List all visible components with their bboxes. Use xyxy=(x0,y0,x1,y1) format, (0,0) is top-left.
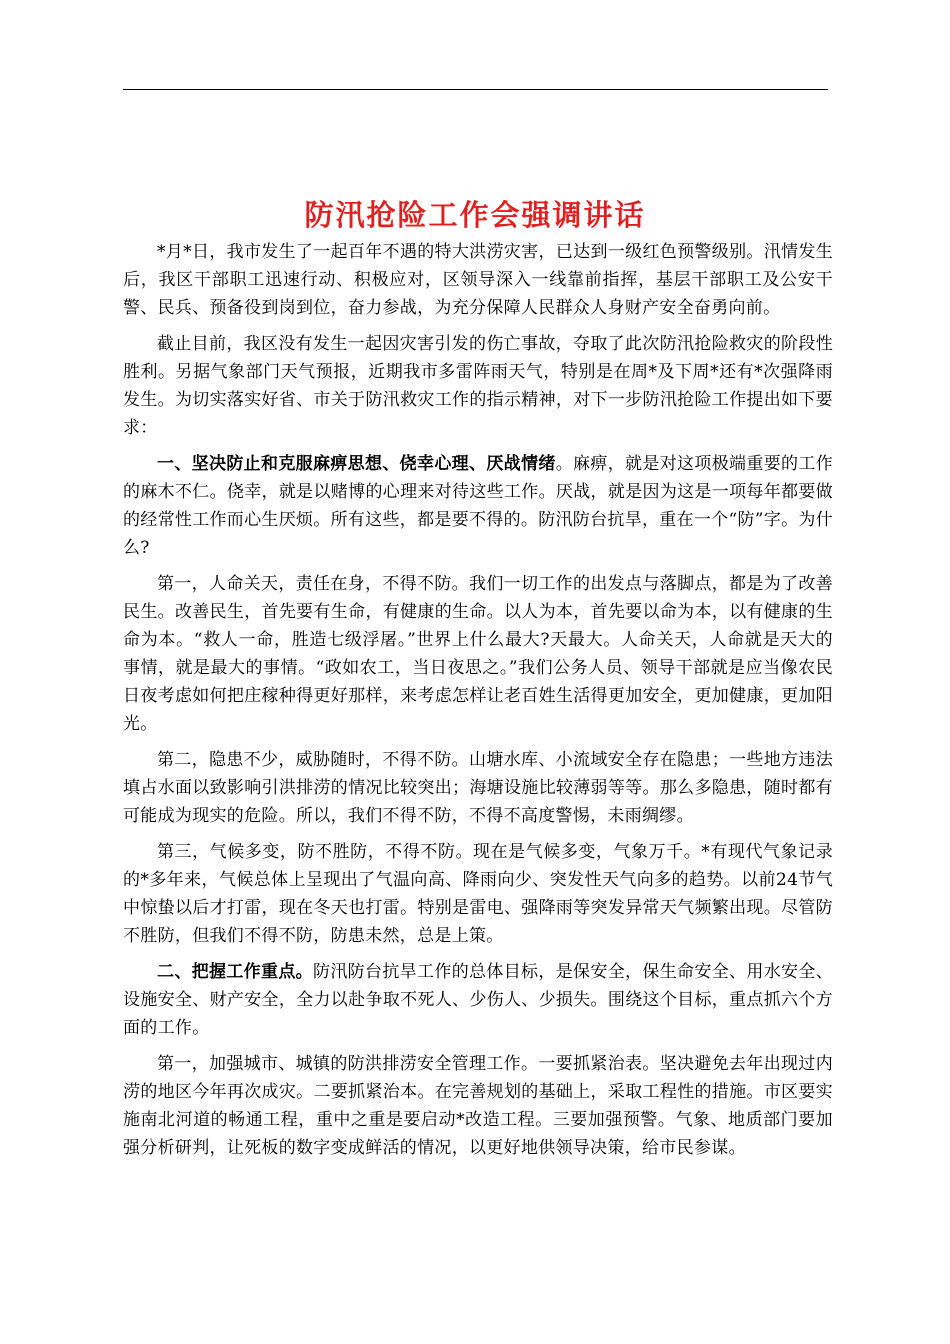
document-body xyxy=(123,238,833,1170)
paragraph-text: 防汛防台抗旱工作的总体目标，是保安全，保生命安全、用水安全、设施安全、财产安全，全力以赴争取不死人、少伤人、少损失。围绕这个目标，重点抓六个方面的工作。 xyxy=(123,962,834,1038)
paragraph-5 xyxy=(123,746,833,830)
section-heading-1 xyxy=(123,450,833,562)
section-heading-2 xyxy=(123,958,833,1042)
paragraph-6 xyxy=(123,838,833,950)
paragraph-text: 第三，气候多变，防不胜防，不得不防。现在是气候多变，气象万千。*有现代气象记录的*多年来，气候总体上呈现出了气温向高、降雨向少、突发性天气向多的趋势。以前24节气中惊蛰以后才打雷，现在冬天也打雷。特别是雷电、强降雨等突发异常天气频繁出现。尽管防不胜防，但我们不得不防，防患未然，总是上策。 xyxy=(123,842,833,946)
paragraph-text: 截止目前，我区没有发生一起因灾害引发的伤亡事故，夺取了此次防汛抢险救灾的阶段性胜利。另据气象部门天气预报，近期我市多雷阵雨天气，特别是在周*及下周*还有*次强降雨发生。为切实落实好省、市关于防汛救灾工作的指示精神，对下一步防汛抢险工作提出如下要求： xyxy=(123,334,833,438)
paragraph-text: 。麻痹，就是对这项极端重要的工作的麻木不仁。侥幸，就是以赌博的心理来对待这些工作。厌战，就是因为这是一项每年都要做的经常性工作而心生厌烦。所有这些，都是要不得的。防汛防台抗旱，重在一个“防”字。为什么? xyxy=(123,454,833,558)
paragraph-8 xyxy=(123,1050,833,1162)
paragraph-4 xyxy=(123,570,833,738)
paragraph-2 xyxy=(123,330,833,442)
paragraph-text: 第二，隐患不少，威胁随时，不得不防。山塘水库、小流域安全存在隐患；一些地方违法填占水面以致影响引洪排涝的情况比较突出；海塘设施比较薄弱等等。那么多隐患，随时都有可能成为现实的危险。所以，我们不得不防，不得不高度警惕，未雨绸缪。 xyxy=(123,750,833,826)
paragraph-text: *月*日，我市发生了一起百年不遇的特大洪涝灾害，已达到一级红色预警级别。汛情发生后，我区干部职工迅速行动、积极应对，区领导深入一线靠前指挥，基层干部职工及公安干警、民兵、预备役到岗到位，奋力参战，为充分保障人民群众人身财产安全奋勇向前。 xyxy=(123,242,833,318)
paragraph-1 xyxy=(123,238,833,322)
paragraph-text: 第一，人命关天，责任在身，不得不防。我们一切工作的出发点与落脚点，都是为了改善民生。改善民生，首先要有生命，有健康的生命。以人为本，首先要以命为本，以有健康的生命为本。“救人一命，胜造七级浮屠。”世界上什么最大?天最大。人命关天，人命就是天大的事情，就是最大的事情。“政如农工，当日夜思之。”我们公务人员、领导干部就是应当像农民日夜考虑如何把庄稼种得更好那样，来考虑怎样让老百姓生活得更加安全，更加健康，更加阳光。 xyxy=(123,574,833,734)
section-heading-lead: 一、坚决防止和克服麻痹思想、侥幸心理、厌战情绪 xyxy=(157,454,556,474)
paragraph-text: 第一，加强城市、城镇的防洪排涝安全管理工作。一要抓紧治表。坚决避免去年出现过内涝的地区今年再次成灾。二要抓紧治本。在完善规划的基础上，采取工程性的措施。市区要实施南北河道的畅通工程，重中之重是要启动*改造工程。三要加强预警。气象、地质部门要加强分析研判，让死板的数字变成鲜活的情况，以更好地供领导决策，给市民参谋。 xyxy=(123,1054,833,1158)
section-heading-lead: 二、把握工作重点。 xyxy=(157,962,314,982)
header-rule xyxy=(123,89,828,90)
document-title: 防汛抢险工作会强调讲话 xyxy=(304,198,646,232)
